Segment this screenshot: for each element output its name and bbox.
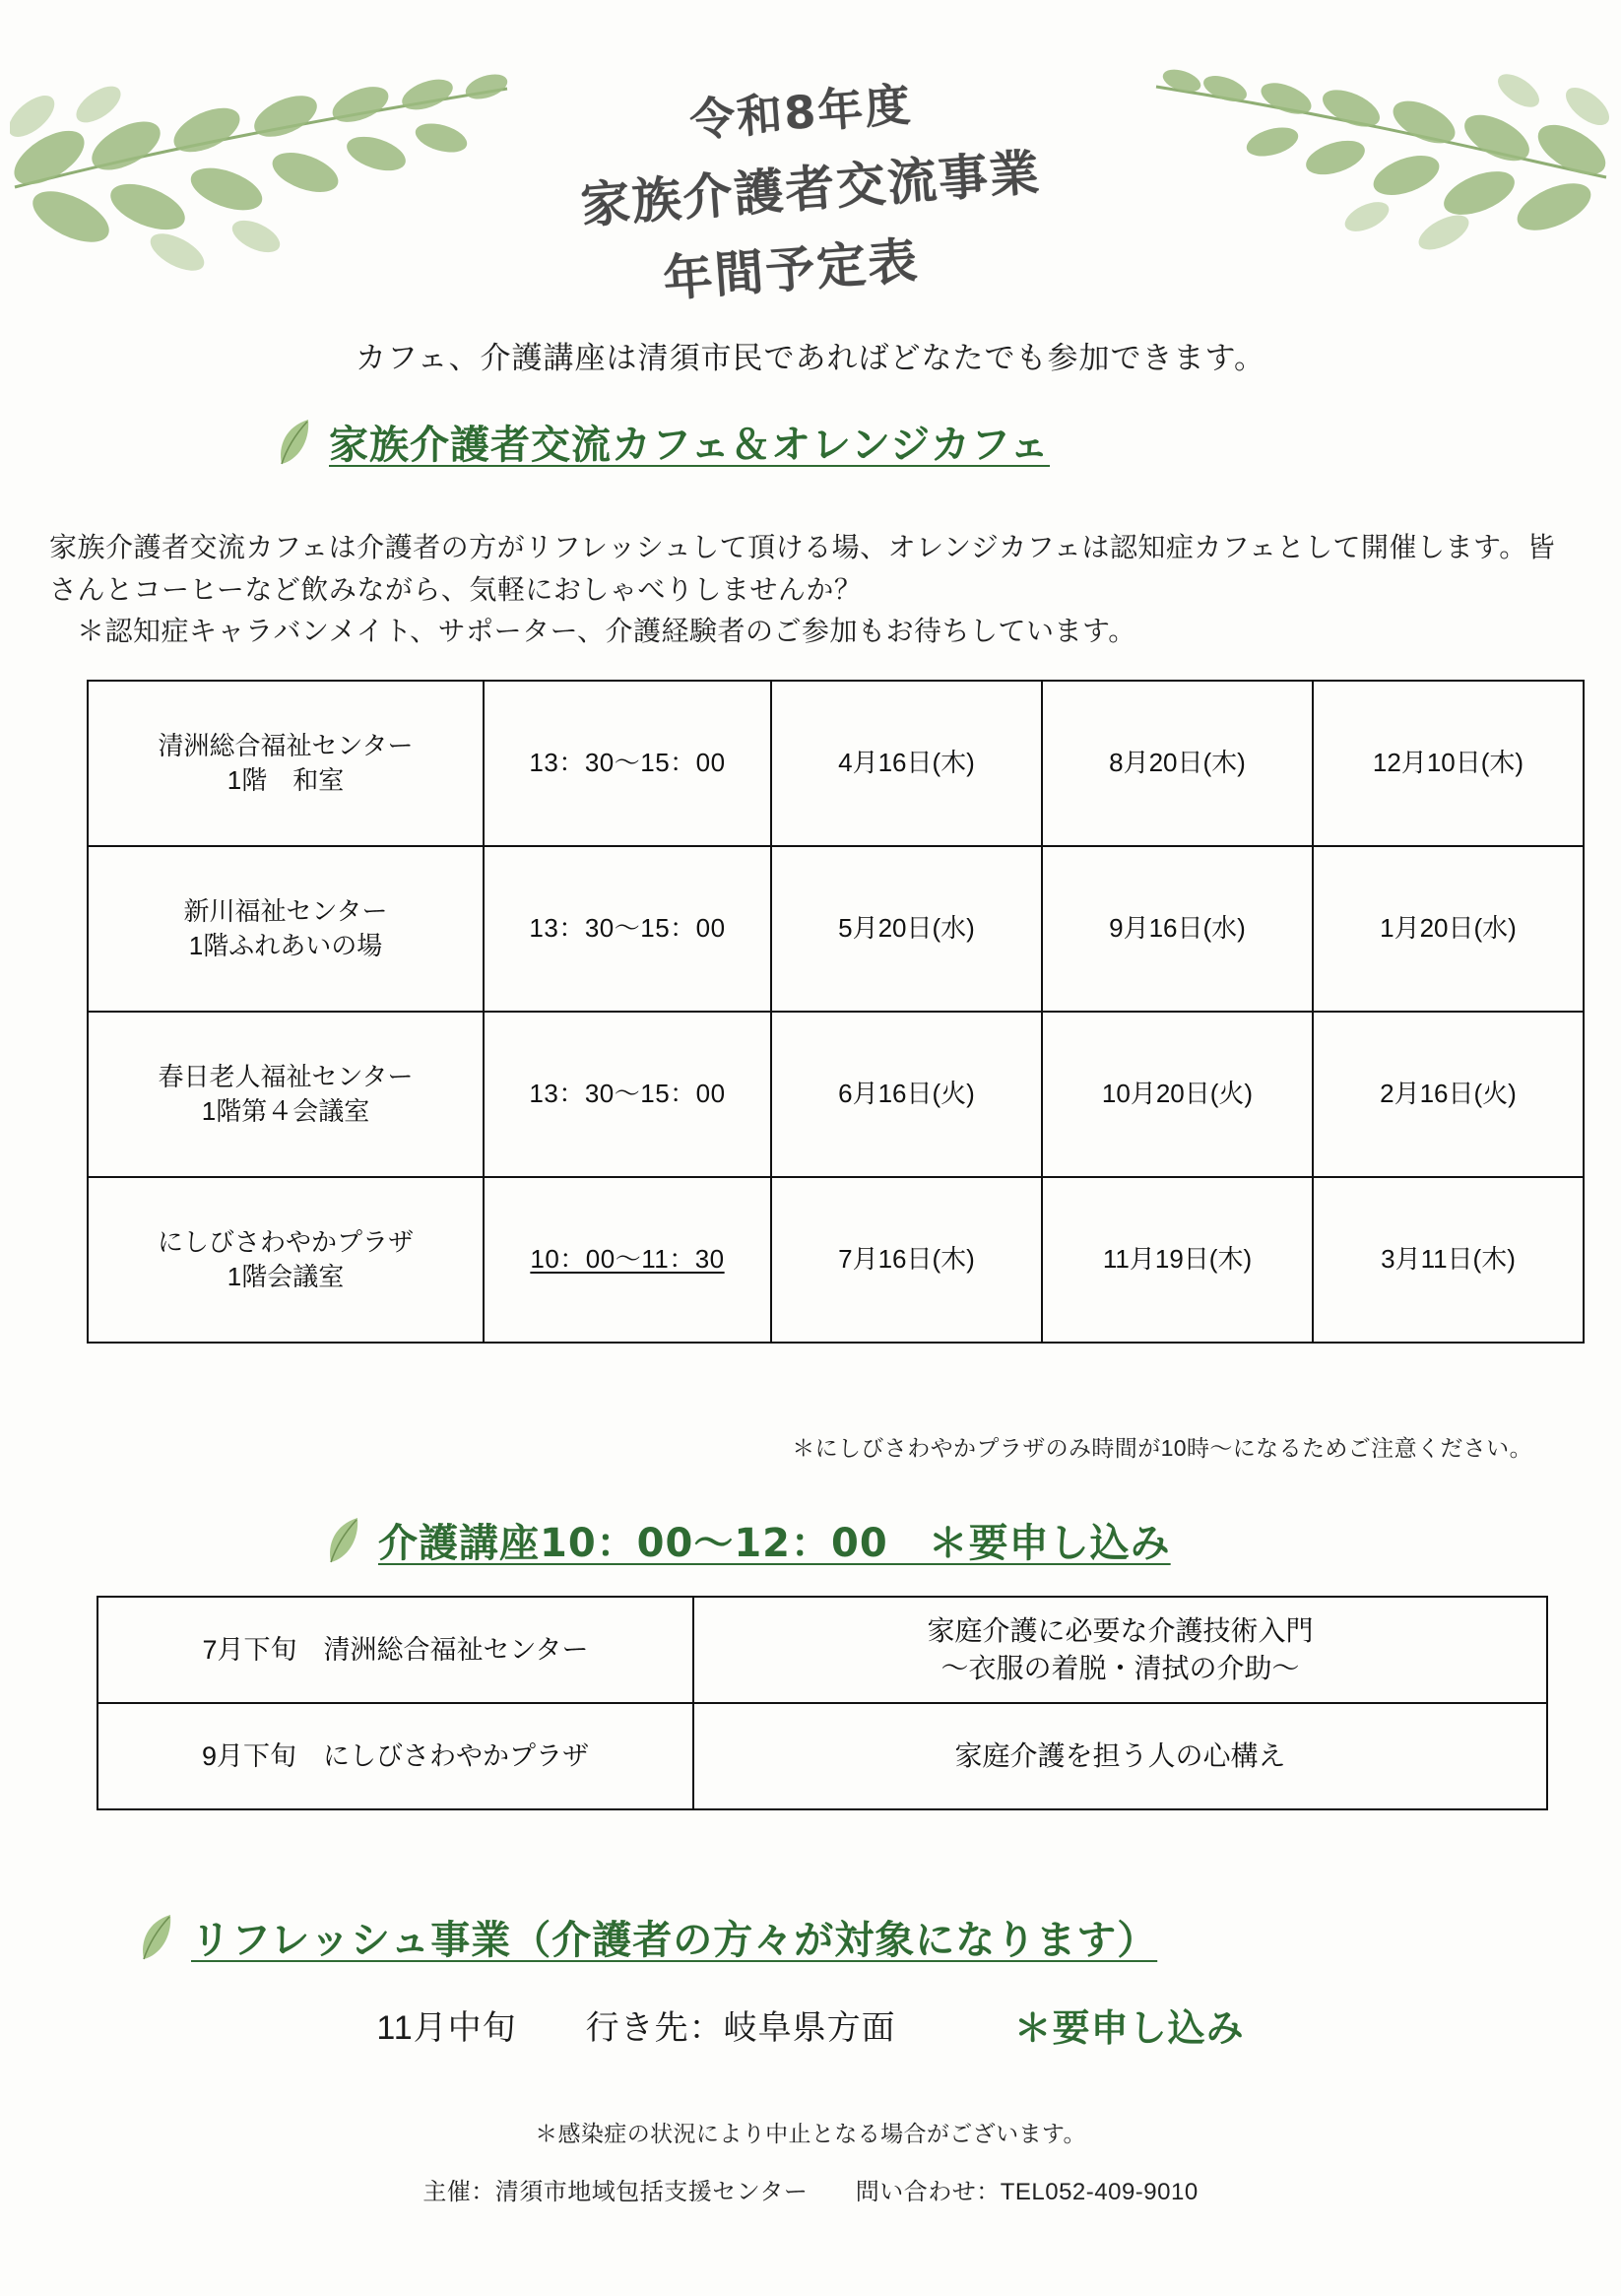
table-row <box>97 1597 1547 1703</box>
cafe-place-1-line2: 1階 和室 <box>227 765 345 795</box>
table-row <box>88 1177 1584 1343</box>
cafe-place-3-line2: 1階第４会議室 <box>201 1096 370 1126</box>
kouza-schedule-table <box>97 1596 1548 1810</box>
cafe-time-3: 13：30〜15：00 <box>484 1012 771 1177</box>
cafe-date-4-2: 11月19日(木) <box>1042 1177 1313 1343</box>
cafe-place-4-line1: にしびさわやかプラザ <box>157 1226 414 1257</box>
footer-organizer: 主催：清須市地域包括支援センター <box>422 2179 809 2205</box>
plaza-time-note: ＊にしびさわやかプラザのみ時間が10時〜になるためご注意ください。 <box>792 1435 1532 1461</box>
cafe-date-3-2: 10月20日(火) <box>1042 1012 1313 1177</box>
cafe-date-1-1: 4月16日(木) <box>771 681 1042 846</box>
section-heading-cafe-label: 家族介護者交流カフェ＆オレンジカフェ <box>329 423 1050 468</box>
cafe-date-3-3: 2月16日(火) <box>1313 1012 1584 1177</box>
cafe-date-2-1: 5月20日(水) <box>771 846 1042 1012</box>
title-line-1: 令和8年度 <box>687 77 914 148</box>
refresh-detail: 11月中旬 行き先：岐阜県方面 <box>376 2009 896 2047</box>
cafe-place-3 <box>88 1012 484 1177</box>
poster-title <box>0 77 1621 308</box>
section-heading-kouza <box>325 1512 1171 1568</box>
kouza-topic-1-line1: 家庭介護に必要な介護技術入門 <box>927 1615 1314 1647</box>
cafe-date-3-1: 6月16日(火) <box>771 1012 1042 1177</box>
kouza-when-place-1: 7月下旬 清洲総合福祉センター <box>97 1597 693 1703</box>
section-heading-refresh <box>138 1909 1157 1965</box>
cafe-place-4 <box>88 1177 484 1343</box>
cafe-place-1-line1: 清洲総合福祉センター <box>158 730 414 760</box>
cafe-time-1: 13：30〜15：00 <box>484 681 771 846</box>
refresh-detail-row <box>0 1998 1621 2052</box>
leaf-icon <box>138 1912 177 1963</box>
cafe-place-2-line2: 1階ふれあいの場 <box>188 931 383 960</box>
cafe-date-4-3: 3月11日(木) <box>1313 1177 1584 1343</box>
kouza-topic-1-line2: 〜衣服の着脱・清拭の介助〜 <box>940 1653 1300 1683</box>
kouza-topic-2: 家庭介護を担う人の心構え <box>693 1703 1547 1809</box>
cafe-description <box>49 527 1572 653</box>
footer <box>0 2172 1621 2206</box>
table-row <box>88 846 1584 1012</box>
cafe-place-2-line1: 新川福祉センター <box>183 895 388 926</box>
leaf-icon <box>325 1515 364 1566</box>
section-heading-refresh-label: リフレッシュ事業（介護者の方々が対象になります） <box>191 1918 1158 1963</box>
leaf-icon <box>276 417 315 468</box>
refresh-application-note: ＊要申し込み <box>1013 2006 1245 2050</box>
cafe-date-2-3: 1月20日(水) <box>1313 846 1584 1012</box>
cafe-date-4-1: 7月16日(木) <box>771 1177 1042 1343</box>
cafe-date-2-2: 9月16日(水) <box>1042 846 1313 1012</box>
cafe-time-2: 13：30〜15：00 <box>484 846 771 1012</box>
cafe-paragraph-1: 家族介護者交流カフェは介護者の方がリフレッシュして頂ける場、オレンジカフェは認知症カフェとして開催します。皆さんとコーヒーなど飲みながら、気軽におしゃべりしませんか？ <box>49 532 1556 605</box>
cafe-place-2 <box>88 846 484 1012</box>
table-row <box>88 681 1584 846</box>
kouza-topic-1 <box>693 1597 1547 1703</box>
cafe-schedule-table <box>87 680 1585 1344</box>
lead-sentence: カフェ、介護講座は清須市民であればどなたでも参加できます。 <box>356 341 1265 375</box>
cafe-time-4: 10：00〜11：30 <box>484 1177 771 1343</box>
section-heading-kouza-label: 介護講座10：00〜12：00 ＊要申し込み <box>378 1521 1171 1566</box>
table-row <box>97 1703 1547 1809</box>
cafe-place-4-line2: 1階会議室 <box>227 1262 345 1291</box>
covid-note: ＊感染症の状況により中止となる場合がございます。 <box>535 2121 1086 2146</box>
cafe-place-1 <box>88 681 484 846</box>
cafe-place-3-line1: 春日老人福祉センター <box>158 1061 414 1091</box>
title-line-3: 年間予定表 <box>661 231 922 308</box>
title-line-2: 家族介護者交流事業 <box>578 143 1043 235</box>
section-heading-cafe <box>276 414 1050 470</box>
table-row <box>88 1012 1584 1177</box>
footer-contact: 問い合わせ：TEL052-409-9010 <box>855 2179 1199 2205</box>
cafe-date-1-2: 8月20日(木) <box>1042 681 1313 846</box>
kouza-when-place-2: 9月下旬 にしびさわやかプラザ <box>97 1703 693 1809</box>
cafe-date-1-3: 12月10日(木) <box>1313 681 1584 846</box>
cafe-paragraph-2: ＊認知症キャラバンメイト、サポーター、介護経験者のご参加もお待ちしています。 <box>77 616 1136 647</box>
